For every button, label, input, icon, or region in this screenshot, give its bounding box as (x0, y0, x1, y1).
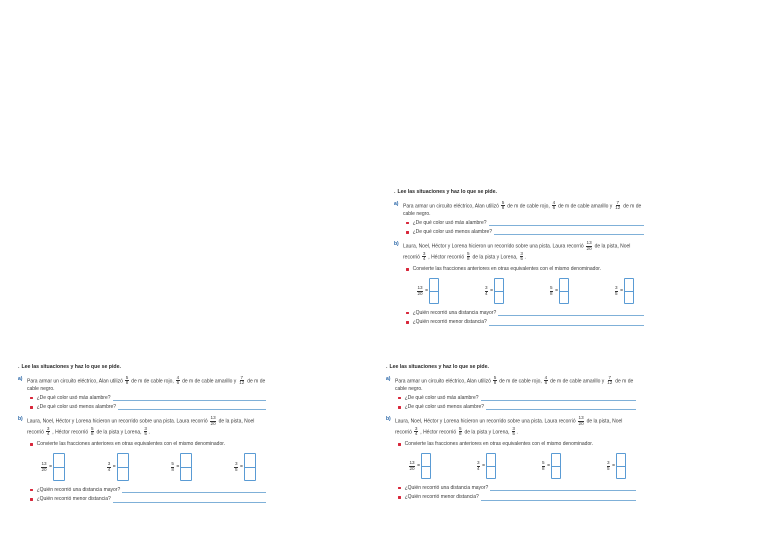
worksheet-heading: Lee las situaciones y haz lo que se pide. (21, 364, 121, 370)
bullet-icon (30, 406, 33, 409)
answer-fraction-box[interactable] (429, 278, 439, 304)
answer-fraction-box[interactable] (180, 453, 192, 481)
answer-line[interactable] (481, 496, 636, 501)
problem-b: b) Laura, Noel, Héctor y Lorena hicieron un recorrido sobre una pista. Laura recorrió $\frac{13}{20}$ de la pista, Noel recorrió $\frac{3}{4}$ , Héctor recorrió $\frac{5}{8}$ de la pista y Lorena, $\frac{3}{5}$ . (394, 240, 631, 262)
problem-b-text: Laura, Noel, Héctor y Lorena hicieron un recorrido sobre una pista. Laura recorrió (27, 418, 208, 425)
answer-fraction-box[interactable] (117, 453, 129, 481)
problem-b-text: Laura, Noel, Héctor y Lorena hicieron un recorrido sobre una pista. Laura recorrió (395, 418, 576, 425)
equivalence-row (416, 278, 634, 304)
answer-line[interactable] (113, 498, 266, 503)
equivalence-item: $\frac{3}{5}$ = (233, 453, 255, 481)
bullet-icon (406, 321, 409, 324)
equivalence-item: $\frac{3}{5}$ = (614, 278, 634, 304)
answer-line[interactable] (486, 405, 636, 410)
fraction: $\frac{3}{5}$ (144, 425, 147, 437)
fraction: $\frac{3}{5}$ (512, 425, 515, 437)
question-more-wire: ¿De qué color usó más alambre? (30, 395, 266, 401)
worksheet-bottom-left: . Lee las situaciones y haz lo que se pide. a) Para armar un circuito eléctrico, Alan utilizó $\frac{5}{8}$ de m de cable rojo, $\frac{4}{6}$ de m de cable amarillo y $\frac{7}{12}$ de m de cable negro. ¿De qué color usó más alambre? ¿De qué color usó menos alambre? b) Laura, Noel, Héctor y Lorena hicieron un recorrido sobre una pista. Laura recorrió $\frac{13}{20}$ de la pista, Noel recorrió $\frac{3}{4}$ , Héctor recorrió $\frac{5}{8}$ de la pista y Lorena, $\frac{3}{5}$ . Convierte las fracciones anteriores en otras equivalentes con el mismo denominador. $\frac{13}{20}$ = $\frac{3}{4}$ = $\frac{5}{8}$ = $\frac{3}{5}$ = ¿Quién recorrió una distancia mayor? ¿Quién recorrió menor distancia? (18, 364, 266, 536)
bullet-icon (398, 496, 401, 499)
bullet-icon (406, 231, 409, 234)
answer-line[interactable] (489, 221, 644, 226)
equivalence-row (408, 453, 626, 479)
answer-fraction-box[interactable] (551, 453, 561, 479)
equivalence-item: $\frac{5}{8}$ = (170, 453, 192, 481)
fraction: $\frac{4}{6}$ (552, 199, 556, 211)
answer-fraction-box[interactable] (244, 453, 256, 481)
answer-fraction-box[interactable] (421, 453, 431, 479)
problem-b-text: Laura, Noel, Héctor y Lorena hicieron un recorrido sobre una pista. Laura recorrió (403, 243, 584, 250)
problem-a-text: Para armar un circuito eléctrico, Alan utilizó (403, 202, 499, 209)
fraction: $\frac{5}{8}$ (467, 250, 470, 262)
fraction: $\frac{5}{8}$ (91, 425, 94, 437)
answer-fraction-box[interactable] (486, 453, 496, 479)
bullet-icon (398, 406, 401, 409)
worksheet-bottom-right: . Lee las situaciones y haz lo que se pide. a) Para armar un circuito eléctrico, Alan utilizó $\frac{5}{8}$ de m de cable rojo, $\frac{4}{6}$ de m de cable amarillo y $\frac{7}{12}$ de m de cable negro. ¿De qué color usó más alambre? ¿De qué color usó menos alambre? b) Laura, Noel, Héctor y Lorena hicieron un recorrido sobre una pista. Laura recorrió $\frac{13}{20}$ de la pista, Noel recorrió $\frac{3}{4}$ , Héctor recorrió $\frac{5}{8}$ de la pista y Lorena, $\frac{3}{5}$ . Convierte las fracciones anteriores en otras equivalentes con el mismo denominador. $\frac{13}{20}$ = $\frac{3}{4}$ = $\frac{5}{8}$ = $\frac{3}{5}$ = ¿Quién recorrió una distancia mayor? ¿Quién recorrió menor distancia? (386, 364, 636, 536)
worksheet-top-right: . Lee las situaciones y haz lo que se pide. a) Para armar un circuito eléctrico, Alan utilizó $\frac{5}{8}$ de m de cable rojo, $\frac{4}{6}$ de m de cable amarillo y $\frac{7}{12}$ de m de cable negro. ¿De qué color usó más alambre? ¿De qué color usó menos alambre? b) Laura, Noel, Héctor y Lorena hicieron un recorrido sobre una pista. Laura recorrió $\frac{13}{20}$ de la pista, Noel recorrió $\frac{3}{4}$ , Héctor recorrió $\frac{5}{8}$ de la pista y Lorena, $\frac{3}{5}$ . Convierte las fracciones anteriores en otras equivalentes con el mismo denominador. $\frac{13}{20}$ = $\frac{3}{4}$ = $\frac{5}{8}$ = $\frac{3}{5}$ = ¿Quién recorrió una distancia mayor? ¿Quién recorrió menor distancia? (394, 189, 644, 361)
equivalence-item: $\frac{3}{4}$ = (484, 278, 504, 304)
fraction: $\frac{5}{8}$ (459, 425, 462, 437)
fraction: $\frac{3}{4}$ (414, 425, 418, 437)
bullet-icon (30, 443, 33, 446)
equivalence-item: $\frac{13}{20}$ = (416, 278, 439, 304)
problem-a-text: Para armar un circuito eléctrico, Alan utilizó (27, 377, 123, 384)
equivalence-item: $\frac{13}{20}$ = (408, 453, 431, 479)
question-lesser-distance: ¿Quién recorrió menor distancia? (406, 319, 644, 325)
worksheet-heading: Lee las situaciones y haz lo que se pide. (397, 189, 497, 195)
answer-fraction-box[interactable] (624, 278, 634, 304)
question-more-wire: ¿De qué color usó más alambre? (406, 220, 644, 226)
answer-line[interactable] (122, 488, 266, 493)
fraction: $\frac{5}{8}$ (501, 199, 505, 211)
bullet-icon (30, 489, 33, 492)
equivalence-item: $\frac{5}{8}$ = (549, 278, 569, 304)
fraction: $\frac{7}{12}$ (239, 374, 245, 386)
problem-a: a) Para armar un circuito eléctrico, Alan utilizó $\frac{5}{8}$ de m de cable rojo, $\frac{4}{6}$ de m de cable amarillo y $\frac{7}{12}$ de m de cable negro. (18, 374, 266, 392)
fraction: $\frac{3}{4}$ (46, 425, 50, 437)
fraction: $\frac{3}{5}$ (520, 250, 523, 262)
equivalence-item: $\frac{3}{4}$ = (106, 453, 128, 481)
bullet-icon (30, 498, 33, 501)
answer-fraction-box[interactable] (559, 278, 569, 304)
problem-b-letter: b) (386, 416, 391, 423)
fraction: $\frac{4}{6}$ (544, 374, 548, 386)
instruction: Convierte las fracciones anteriores en otras equivalentes con el mismo denominador. (398, 441, 636, 447)
answer-line[interactable] (481, 396, 636, 401)
fraction: $\frac{13}{20}$ (210, 415, 216, 427)
bullet-icon (30, 397, 33, 400)
answer-fraction-box[interactable] (494, 278, 504, 304)
problem-b: b) Laura, Noel, Héctor y Lorena hicieron un recorrido sobre una pista. Laura recorrió $\frac{13}{20}$ de la pista, Noel recorrió $\frac{3}{4}$ , Héctor recorrió $\frac{5}{8}$ de la pista y Lorena, $\frac{3}{5}$ . (386, 415, 623, 437)
instruction: Convierte las fracciones anteriores en otras equivalentes con el mismo denominador. (30, 441, 266, 447)
fraction: $\frac{5}{8}$ (493, 374, 497, 386)
instruction: Convierte las fracciones anteriores en otras equivalentes con el mismo denominador. (406, 266, 644, 272)
equivalence-item: $\frac{3}{5}$ = (606, 453, 626, 479)
problem-b: b) Laura, Noel, Héctor y Lorena hicieron un recorrido sobre una pista. Laura recorrió $\frac{13}{20}$ de la pista, Noel recorrió $\frac{3}{4}$ , Héctor recorrió $\frac{5}{8}$ de la pista y Lorena, $\frac{3}{5}$ . (18, 415, 255, 437)
question-lesser-distance: ¿Quién recorrió menor distancia? (398, 494, 636, 500)
worksheet-heading: Lee las situaciones y haz lo que se pide. (389, 364, 489, 370)
bullet-icon (398, 487, 401, 490)
question-more-wire: ¿De qué color usó más alambre? (398, 395, 636, 401)
bullet-icon (406, 222, 409, 225)
equivalence-item: $\frac{13}{20}$ = (40, 453, 65, 481)
answer-fraction-box[interactable] (53, 453, 65, 481)
bullet-icon (406, 268, 409, 271)
bullet-icon (406, 312, 409, 315)
equivalence-item: $\frac{3}{4}$ = (476, 453, 496, 479)
problem-b-letter: b) (18, 416, 23, 423)
question-greater-distance: ¿Quién recorrió una distancia mayor? (398, 485, 636, 491)
answer-line[interactable] (489, 321, 644, 326)
equivalence-item: $\frac{5}{8}$ = (541, 453, 561, 479)
question-less-wire: ¿De qué color usó menos alambre? (398, 404, 636, 410)
fraction: $\frac{13}{20}$ (586, 240, 592, 252)
question-less-wire: ¿De qué color usó menos alambre? (406, 229, 644, 235)
question-lesser-distance: ¿Quién recorrió menor distancia? (30, 496, 266, 502)
answer-line[interactable] (498, 311, 644, 316)
problem-a: a) Para armar un circuito eléctrico, Alan utilizó $\frac{5}{8}$ de m de cable rojo, $\frac{4}{6}$ de m de cable amarillo y $\frac{7}{12}$ de m de cable negro. (386, 374, 634, 392)
problem-a-text: Para armar un circuito eléctrico, Alan utilizó (395, 377, 491, 384)
answer-line[interactable] (490, 486, 636, 491)
equivalence-row (40, 453, 256, 481)
fraction: $\frac{7}{12}$ (615, 199, 621, 211)
fraction: $\frac{5}{8}$ (125, 374, 129, 386)
fraction: $\frac{3}{4}$ (422, 250, 426, 262)
question-greater-distance: ¿Quién recorrió una distancia mayor? (30, 487, 266, 493)
question-greater-distance: ¿Quién recorrió una distancia mayor? (406, 310, 644, 316)
problem-b-letter: b) (394, 241, 399, 248)
answer-line[interactable] (113, 396, 266, 401)
fraction: $\frac{13}{20}$ (578, 415, 584, 427)
answer-line[interactable] (118, 405, 266, 410)
answer-line[interactable] (494, 230, 644, 235)
bullet-icon (398, 443, 401, 446)
fraction: $\frac{4}{6}$ (176, 374, 180, 386)
problem-a-letter: a) (18, 375, 23, 382)
fraction: $\frac{7}{12}$ (607, 374, 613, 386)
question-less-wire: ¿De qué color usó menos alambre? (30, 404, 266, 410)
problem-a-letter: a) (394, 200, 399, 207)
problem-a: a) Para armar un circuito eléctrico, Alan utilizó $\frac{5}{8}$ de m de cable rojo, $\frac{4}{6}$ de m de cable amarillo y $\frac{7}{12}$ de m de cable negro. (394, 199, 642, 217)
bullet-icon (398, 397, 401, 400)
answer-fraction-box[interactable] (616, 453, 626, 479)
problem-a-letter: a) (386, 375, 391, 382)
